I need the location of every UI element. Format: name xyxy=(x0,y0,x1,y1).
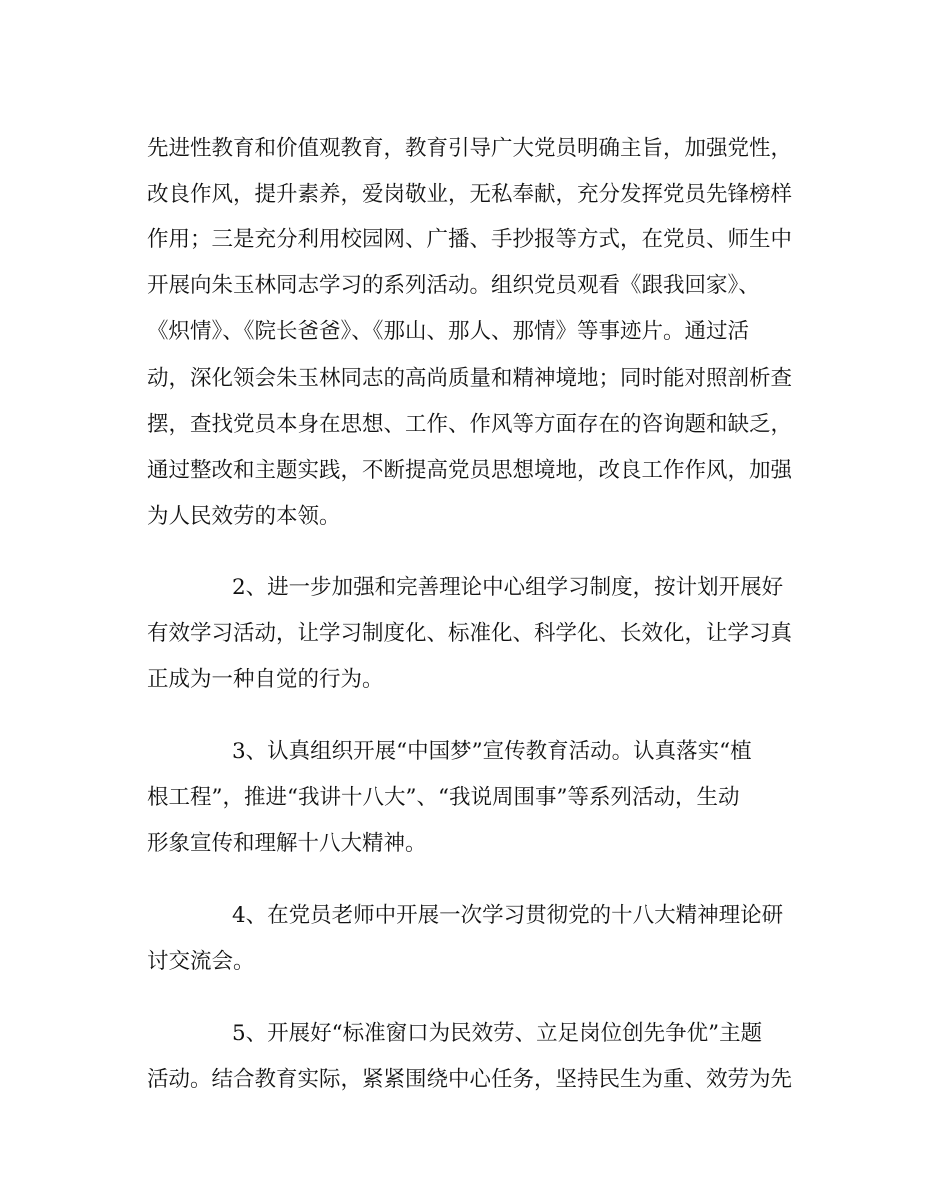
text-line: 活动。结合教育实际，紧紧围绕中心任务，坚持民生为重、效劳为先 xyxy=(147,1067,793,1092)
text-line: 为人民效劳的本领。 xyxy=(147,504,341,529)
text-line: 摆，查找党员本身在思想、工作、作风等方面存在的咨询题和缺乏， xyxy=(147,412,793,437)
text-line: 作用；三是充分利用校园网、广播、手抄报等方式，在党员、师生中 xyxy=(147,227,793,252)
paragraph-3-line: 3、认真组织开展“中国梦”宣传教育活动。认真落实“植 xyxy=(232,739,752,764)
paragraph-5-line: 5、开展好“标准窗口为民效劳、立足岗位创先争优”主题 xyxy=(232,1021,763,1046)
text-line: 正成为一种自觉的行为。 xyxy=(147,667,384,692)
text-line: 开展向朱玉林同志学习的系列活动。组织党员观看《跟我回家》、 xyxy=(147,273,760,298)
text-line: 根工程”，推进“我讲十八大”、“我说周围事”等系列活动，生动 xyxy=(147,785,740,810)
text-line: 讨交流会。 xyxy=(147,949,255,974)
paragraph-4-line: 4、在党员老师中开展一次学习贯彻党的十八大精神理论研 xyxy=(232,903,784,928)
text-line: 改良作风，提升素养，爱岗敬业，无私奉献，充分发挥党员先锋榜样 xyxy=(147,182,793,207)
text-line: 动，深化领会朱玉林同志的高尚质量和精神境地；同时能对照剖析查 xyxy=(147,366,793,391)
text-line: 形象宣传和理解十八大精神。 xyxy=(147,831,427,856)
text-line: 先进性教育和价值观教育，教育引导广大党员明确主旨，加强党性， xyxy=(147,136,793,161)
text-line: 通过整改和主题实践，不断提高党员思想境地，改良工作作风，加强 xyxy=(147,458,793,483)
text-line: 《炽情》、《院长爸爸》、《那山、那人、那情》等事迹片。通过活 xyxy=(147,319,750,344)
paragraph-2-line: 2、进一步加强和完善理论中心组学习制度，按计划开展好 xyxy=(232,575,784,600)
text-line: 有效学习活动，让学习制度化、标准化、科学化、长效化，让学习真 xyxy=(147,621,793,646)
